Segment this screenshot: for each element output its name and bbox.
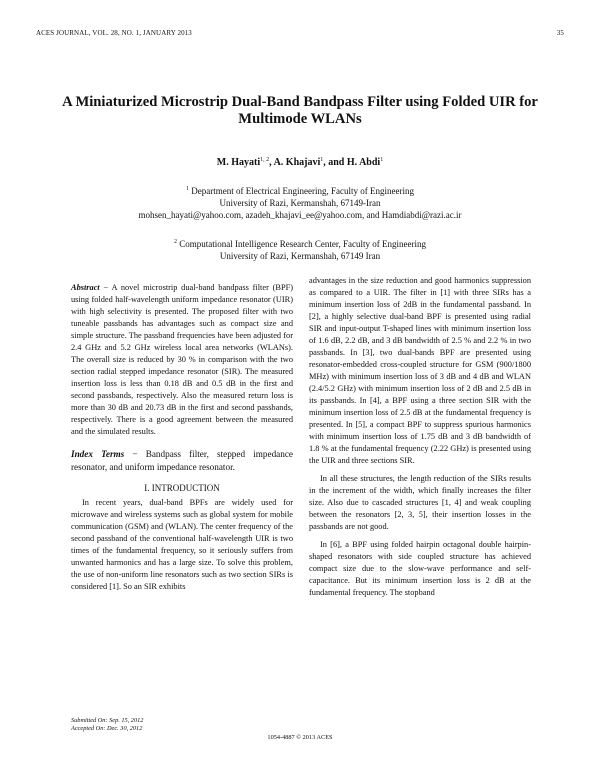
affiliation-address: University of Razi, Kermanshah, 67149-Iran	[219, 198, 381, 208]
author-separator: , and	[323, 157, 347, 168]
intro-paragraph: In recent years, dual-band BPFs are widely used for microwave and wireless systems such as global system for mobile communication (GSM) and (WLAN). The center frequency of the second passband of the conventional half-wavelength UIR is two times of the fundamental frequency, so it seriously suffers from unwanted harmonics and has a large size. To solve this problem, the use of non-uniform line resonators such as two section SIRs is considered [1]. So an SIR exhibits	[71, 498, 293, 592]
affiliation-address: University of Razi, Kermanshah, 67149 Iran	[219, 251, 381, 261]
abstract-dash: −	[99, 283, 112, 292]
paper-title: A Miniaturized Microstrip Dual-Band Bandpass Filter using Folded UIR for Multimode WLANs	[62, 94, 538, 127]
left-column	[71, 282, 293, 593]
abstract-label: Abstract	[71, 283, 100, 292]
author-name: M. Hayati	[216, 157, 261, 168]
author-affiliation-mark: 1	[380, 157, 384, 163]
index-terms-label: Index Terms	[71, 449, 125, 460]
author-name: A. Khajavi	[273, 157, 321, 168]
abstract	[71, 282, 293, 438]
issn-footer: 1054-4887 © 2013 ACES	[267, 734, 333, 741]
affiliation-1	[0, 183, 600, 221]
author-affiliation-mark: 1, 2	[260, 157, 270, 163]
affiliation-2	[0, 236, 600, 262]
author-list	[0, 157, 600, 168]
index-terms-dash: −	[124, 449, 146, 460]
affiliation-department: Computational Intelligence Research Center, Faculty of Engineering	[179, 239, 427, 249]
index-terms-text: Bandpass filter, stepped impedance resonator, and uniform impedance resonator.	[71, 449, 294, 472]
body-paragraph: advantages in the size reduction and good harmonics suppression as compared to a UIR. The filter in [1] with three SIRs has a minimum insertion loss of 2dB in the fundamental passband. In [2], a highly selective dual-band BPF is presented using radial SIR and input-output T-shaped lines with minimum insertion loss of 1.6 dB, 2.2 dB, and 3 dB bandwidth of 2.5 % and 2.2 % in two passbands. In [3], two dual-bands BPF are presented using resonator-embedded cross-coupled structure for GSM (900/1800 MHz) with minimum insertion loss of 3 dB and 4 dB and WLAN (2.4/5.2 GHz) with minimum insertion loss of 2 dB and 2.5 dB in its passbands. In [4], a BPF using a three section SIR with the minimum insertion loss of 2.5 dB at the fundamental frequency is presented. In [5], a compact BPF to suppress spurious harmonics with minimum insertion loss of 1.75 dB and 3 dB bandwidth of 1.8 % at the fundamental frequency (2.22 GHz) is presented using the UIR and three sections SIR.	[309, 276, 531, 466]
affiliation-number: 2	[173, 239, 177, 245]
section-heading: I. INTRODUCTION	[144, 483, 220, 494]
index-terms	[71, 448, 293, 473]
submission-dates	[71, 717, 143, 733]
page-number: 35	[556, 29, 564, 37]
author-separator: ,	[269, 157, 274, 168]
body-paragraph: In [6], a BPF using folded hairpin octagonal double hairpin-shaped resonators with side coupled structure has achieved compact size due to the slow-wave performance and self-capacitance. But its minimum insertion loss is 2 dB at the fundamental frequency. The stopband	[309, 540, 531, 598]
affiliation-emails: mohsen_hayati@yahoo.com, azadeh_khajavi_ee@yahoo.com, and Hamdiabdi@razi.ac.ir	[138, 210, 462, 220]
author-name: H. Abdi	[346, 157, 381, 168]
submitted-date: Submitted On: Sep. 15, 2012	[71, 717, 144, 724]
right-column	[309, 275, 531, 599]
journal-header: ACES JOURNAL, VOL. 28, NO. 1, JANUARY 2013	[36, 29, 192, 37]
author-affiliation-mark: 1	[320, 157, 324, 163]
affiliation-number: 1	[186, 186, 190, 192]
body-paragraph: In all these structures, the length reduction of the SIRs results in the increment of the width, which finally increases the filter size. Also due to cascaded structures [1, 4] and weak coupling between the resonators [2, 3, 5], their insertion losses in the passbands are not good.	[309, 474, 531, 532]
abstract-text: A novel microstrip dual-band bandpass filter (BPF) using folded half-wavelength uniform impedance resonator (UIR) with high selectivity is presented. The proposed filter with two tuneable passbands has advantages such as compact size and simple structure. The passband frequencies have been adjusted for 2.4 GHz and 5.2 GHz wireless local area networks (WLANs). The overall size is reduced by 30 % in comparison with the two section radial stepped impedance resonator (SIR). The measured insertion loss is less than 0.18 dB and 0.5 dB in the first and second passbands, respectively. Also the measured return loss is more than 30 dB and 20.73 dB in the first and second passbands, respectively. There is a good agreement between the measured and the simulated results.	[71, 283, 294, 437]
accepted-date: Accepted On: Dec. 30, 2012	[71, 725, 143, 732]
affiliation-department: Department of Electrical Engineering, Faculty of Engineering	[191, 186, 414, 196]
